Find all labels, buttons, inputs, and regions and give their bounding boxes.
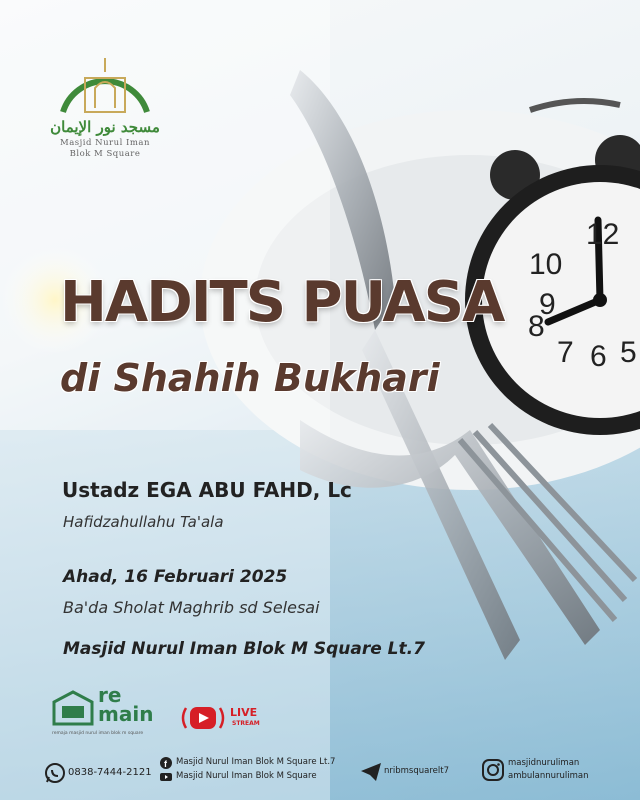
clock-numeral: 8 xyxy=(528,310,545,343)
contact-youtube: Masjid Nurul Iman Blok M Square xyxy=(176,771,317,781)
remain-label-line2: main xyxy=(98,702,154,726)
clock-numeral: 5 xyxy=(620,336,637,369)
event-date: Ahad, 16 Februari 2025 xyxy=(63,567,288,587)
logo-name-line2: Blok M Square xyxy=(69,149,141,159)
contact-instagram-1: masjidnuruliman xyxy=(508,758,580,768)
event-time: Ba'da Sholat Maghrib sd Selesai xyxy=(63,598,320,617)
instagram-icon xyxy=(482,759,504,781)
clock-numeral: 9 xyxy=(539,288,556,321)
telegram-icon xyxy=(360,762,382,782)
youtube-icon xyxy=(160,771,172,783)
contact-instagram-2: ambulannuruliman xyxy=(508,771,589,781)
remain-tagline: remaja masjid nurul iman blok m square xyxy=(52,731,144,736)
remain-label-line1: re xyxy=(98,683,122,707)
clock-numeral: 6 xyxy=(590,340,607,373)
clock-numeral: 10 xyxy=(529,248,563,281)
clock-numeral: 7 xyxy=(557,336,574,369)
svg-text:f: f xyxy=(164,759,167,769)
speaker-honorific: Hafidzahullahu Ta'ala xyxy=(63,513,224,531)
contact-telegram: nribmsquarelt7 xyxy=(384,766,449,776)
remain-logo-icon xyxy=(52,690,94,728)
contact-phone: 0838-7444-2121 xyxy=(68,767,152,778)
logo-name-line1: Masjid Nurul Iman xyxy=(60,138,150,148)
mosque-logo-icon xyxy=(55,50,155,122)
contact-facebook: Masjid Nurul Iman Blok M Square Lt.7 xyxy=(176,757,336,767)
whatsapp-icon xyxy=(44,762,66,784)
remain-logo-text xyxy=(98,683,154,726)
event-title: HADITS PUASA xyxy=(60,270,504,335)
live-stream-icon xyxy=(180,702,226,734)
live-sublabel: STREAM xyxy=(232,720,260,727)
event-place: Masjid Nurul Iman Blok M Square Lt.7 xyxy=(63,639,425,659)
logo-arabic-text: مسجد نور الإيمان xyxy=(50,118,160,136)
clock-numeral: 12 xyxy=(586,218,620,251)
speaker-name: Ustadz EGA ABU FAHD, Lc xyxy=(62,478,352,502)
event-subtitle: di Shahih Bukhari xyxy=(60,356,440,400)
facebook-icon xyxy=(160,757,172,769)
live-label: LIVE xyxy=(230,706,258,719)
